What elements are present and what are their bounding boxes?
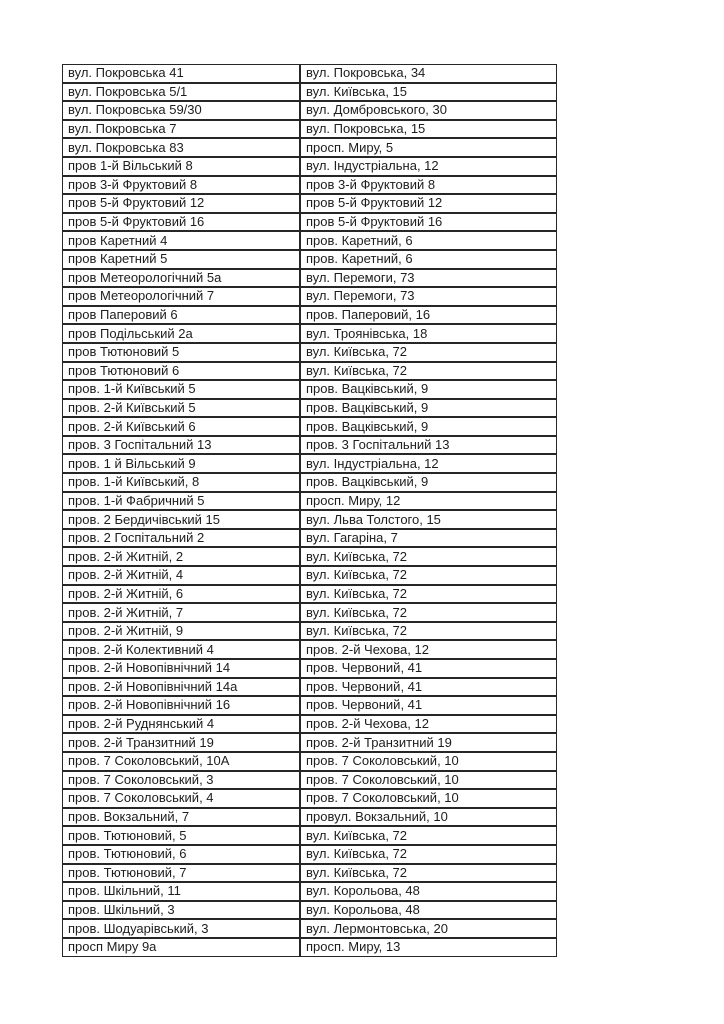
old-address-cell: пров. Шкільний, 11	[62, 882, 300, 901]
table-row	[62, 362, 557, 381]
table-row	[62, 826, 557, 845]
new-address-cell: вул. Покровська, 34	[300, 64, 557, 83]
table-row	[62, 83, 557, 102]
new-address-cell: вул. Корольова, 48	[300, 882, 557, 901]
new-address-cell: пров. Вацківський, 9	[300, 399, 557, 418]
new-address-cell: пров 3-й Фруктовий 8	[300, 176, 557, 195]
table-row	[62, 864, 557, 883]
old-address-cell: вул. Покровська 5/1	[62, 83, 300, 102]
old-address-cell: пров. 1-й Фабричний 5	[62, 492, 300, 511]
new-address-cell: пров. Вацківський, 9	[300, 473, 557, 492]
address-mapping-table	[62, 64, 557, 957]
new-address-cell: пров. Каретний, 6	[300, 231, 557, 250]
new-address-cell: вул. Київська, 72	[300, 845, 557, 864]
table-row	[62, 138, 557, 157]
table-row	[62, 343, 557, 362]
table-row	[62, 157, 557, 176]
new-address-cell: вул. Гагаріна, 7	[300, 529, 557, 548]
old-address-cell: пров Каретний 4	[62, 231, 300, 250]
old-address-cell: пров. 2 Госпітальний 2	[62, 529, 300, 548]
new-address-cell: пров. 2-й Транзитний 19	[300, 733, 557, 752]
table-row	[62, 640, 557, 659]
address-table-body	[62, 64, 557, 957]
table-row	[62, 231, 557, 250]
old-address-cell: пров. 1-й Київський, 8	[62, 473, 300, 492]
new-address-cell: вул. Льва Толстого, 15	[300, 510, 557, 529]
table-row	[62, 808, 557, 827]
old-address-cell: пров. 2-й Київський 5	[62, 399, 300, 418]
old-address-cell: пров. 7 Соколовський, 4	[62, 789, 300, 808]
new-address-cell: вул. Домбровського, 30	[300, 101, 557, 120]
table-row	[62, 696, 557, 715]
table-row	[62, 752, 557, 771]
old-address-cell: пров 5-й Фруктовий 12	[62, 194, 300, 213]
new-address-cell: пров. 2-й Чехова, 12	[300, 715, 557, 734]
old-address-cell: пров. 2-й Колективний 4	[62, 640, 300, 659]
table-row	[62, 269, 557, 288]
old-address-cell: пров. 7 Соколовський, 3	[62, 771, 300, 790]
new-address-cell: пров. Вацківський, 9	[300, 380, 557, 399]
new-address-cell: вул. Київська, 72	[300, 585, 557, 604]
table-row	[62, 120, 557, 139]
table-row	[62, 938, 557, 957]
old-address-cell: пров. 2-й Житній, 2	[62, 547, 300, 566]
new-address-cell: вул. Київська, 72	[300, 566, 557, 585]
old-address-cell: вул. Покровська 59/30	[62, 101, 300, 120]
old-address-cell: пров. Тютюновий, 7	[62, 864, 300, 883]
old-address-cell: пров. 3 Госпітальний 13	[62, 436, 300, 455]
table-row	[62, 287, 557, 306]
new-address-cell: вул. Київська, 72	[300, 343, 557, 362]
old-address-cell: пров. 2-й Руднянський 4	[62, 715, 300, 734]
old-address-cell: просп Миру 9а	[62, 938, 300, 957]
new-address-cell: вул. Лермонтовська, 20	[300, 919, 557, 938]
old-address-cell: вул. Покровська 41	[62, 64, 300, 83]
new-address-cell: пров. 2-й Чехова, 12	[300, 640, 557, 659]
old-address-cell: вул. Покровська 83	[62, 138, 300, 157]
new-address-cell: пров 5-й Фруктовий 12	[300, 194, 557, 213]
new-address-cell: вул. Перемоги, 73	[300, 287, 557, 306]
old-address-cell: пров. 1-й Київський 5	[62, 380, 300, 399]
old-address-cell: пров. 2-й Житній, 4	[62, 566, 300, 585]
new-address-cell: просп. Миру, 5	[300, 138, 557, 157]
table-row	[62, 789, 557, 808]
new-address-cell: вул. Перемоги, 73	[300, 269, 557, 288]
table-row	[62, 324, 557, 343]
table-row	[62, 250, 557, 269]
old-address-cell: пров Подільський 2а	[62, 324, 300, 343]
old-address-cell: пров Каретний 5	[62, 250, 300, 269]
table-row	[62, 194, 557, 213]
table-row	[62, 101, 557, 120]
new-address-cell: пров. 7 Соколовський, 10	[300, 752, 557, 771]
old-address-cell: пров. 2-й Новопівнічний 14	[62, 659, 300, 678]
table-row	[62, 417, 557, 436]
table-row	[62, 176, 557, 195]
new-address-cell: вул. Київська, 72	[300, 826, 557, 845]
old-address-cell: пров Метеорологічний 7	[62, 287, 300, 306]
old-address-cell: пров. 2-й Новопівнічний 14а	[62, 678, 300, 697]
new-address-cell: провул. Вокзальний, 10	[300, 808, 557, 827]
table-row	[62, 454, 557, 473]
old-address-cell: пров Метеорологічний 5а	[62, 269, 300, 288]
old-address-cell: пров. 2-й Київський 6	[62, 417, 300, 436]
new-address-cell: пров. Вацківський, 9	[300, 417, 557, 436]
table-row	[62, 603, 557, 622]
table-row	[62, 678, 557, 697]
table-row	[62, 380, 557, 399]
old-address-cell: пров. Тютюновий, 5	[62, 826, 300, 845]
table-row	[62, 715, 557, 734]
new-address-cell: просп. Миру, 12	[300, 492, 557, 511]
old-address-cell: пров 3-й Фруктовий 8	[62, 176, 300, 195]
table-row	[62, 510, 557, 529]
new-address-cell: вул. Корольова, 48	[300, 901, 557, 920]
new-address-cell: вул. Індустріальна, 12	[300, 157, 557, 176]
new-address-cell: пров 5-й Фруктовий 16	[300, 213, 557, 232]
table-row	[62, 659, 557, 678]
table-row	[62, 845, 557, 864]
table-row	[62, 566, 557, 585]
new-address-cell: пров. 3 Госпітальний 13	[300, 436, 557, 455]
new-address-cell: пров. Каретний, 6	[300, 250, 557, 269]
new-address-cell: пров. Паперовий, 16	[300, 306, 557, 325]
new-address-cell: пров. 7 Соколовський, 10	[300, 789, 557, 808]
old-address-cell: пров. 2 Бердичівський 15	[62, 510, 300, 529]
table-row	[62, 213, 557, 232]
table-row	[62, 64, 557, 83]
old-address-cell: пров. 7 Соколовський, 10А	[62, 752, 300, 771]
new-address-cell: пров. Червоний, 41	[300, 659, 557, 678]
table-row	[62, 733, 557, 752]
table-row	[62, 306, 557, 325]
old-address-cell: пров. 2-й Новопівнічний 16	[62, 696, 300, 715]
table-row	[62, 547, 557, 566]
old-address-cell: пров Тютюновий 5	[62, 343, 300, 362]
old-address-cell: пров. Тютюновий, 6	[62, 845, 300, 864]
new-address-cell: вул. Київська, 72	[300, 362, 557, 381]
new-address-cell: пров. 7 Соколовський, 10	[300, 771, 557, 790]
old-address-cell: пров. Шодуарівський, 3	[62, 919, 300, 938]
table-row	[62, 529, 557, 548]
new-address-cell: вул. Покровська, 15	[300, 120, 557, 139]
new-address-cell: вул. Київська, 72	[300, 864, 557, 883]
new-address-cell: пров. Червоний, 41	[300, 696, 557, 715]
table-row	[62, 585, 557, 604]
table-row	[62, 622, 557, 641]
table-row	[62, 882, 557, 901]
table-row	[62, 771, 557, 790]
old-address-cell: пров 1-й Вільський 8	[62, 157, 300, 176]
table-row	[62, 919, 557, 938]
old-address-cell: вул. Покровська 7	[62, 120, 300, 139]
old-address-cell: пров 5-й Фруктовий 16	[62, 213, 300, 232]
old-address-cell: пров. Шкільний, 3	[62, 901, 300, 920]
old-address-cell: пров. 2-й Транзитний 19	[62, 733, 300, 752]
new-address-cell: вул. Київська, 72	[300, 622, 557, 641]
old-address-cell: пров. Вокзальний, 7	[62, 808, 300, 827]
new-address-cell: вул. Київська, 72	[300, 547, 557, 566]
new-address-cell: просп. Миру, 13	[300, 938, 557, 957]
new-address-cell: вул. Київська, 72	[300, 603, 557, 622]
new-address-cell: вул. Троянівська, 18	[300, 324, 557, 343]
new-address-cell: вул. Київська, 15	[300, 83, 557, 102]
old-address-cell: пров. 2-й Житній, 9	[62, 622, 300, 641]
table-row	[62, 901, 557, 920]
old-address-cell: пров. 2-й Житній, 7	[62, 603, 300, 622]
table-row	[62, 473, 557, 492]
old-address-cell: пров. 2-й Житній, 6	[62, 585, 300, 604]
table-row	[62, 492, 557, 511]
new-address-cell: пров. Червоний, 41	[300, 678, 557, 697]
old-address-cell: пров Паперовий 6	[62, 306, 300, 325]
old-address-cell: пров. 1 й Вільський 9	[62, 454, 300, 473]
table-row	[62, 436, 557, 455]
new-address-cell: вул. Індустріальна, 12	[300, 454, 557, 473]
old-address-cell: пров Тютюновий 6	[62, 362, 300, 381]
table-row	[62, 399, 557, 418]
